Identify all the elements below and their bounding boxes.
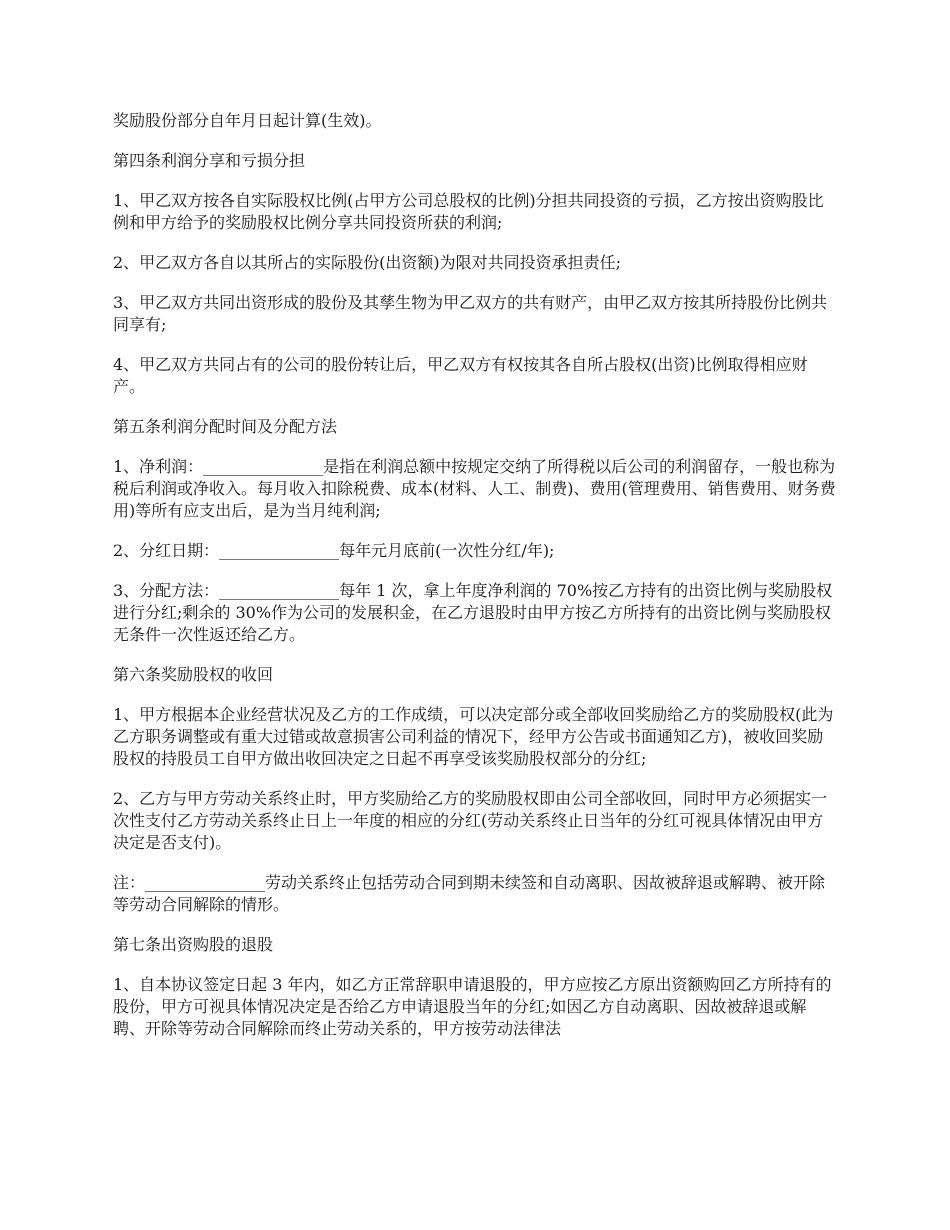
document-body [113, 110, 838, 1058]
paragraph: 3、分配方法：_______________每年 1 次，拿上年度净利润的 70%按乙方持有的出资比例与奖励股权进行分红;剩余的 30%作为公司的发展积金，在乙方退股时由甲方按乙方所持有的出资比例与奖励股权无条件一次性返还给乙方。 [113, 581, 833, 644]
article-heading: 第六条奖励股权的收回 [113, 665, 274, 684]
article-heading: 第七条出资购股的退股 [113, 935, 274, 954]
paragraph: 2、甲乙双方各自以其所占的实际股份(出资额)为限对共同投资承担责任; [113, 253, 622, 272]
paragraph: 4、甲乙双方共同占有的公司的股份转让后，甲乙双方有权按其各自所占股权(出资)比例取得相应财产。 [113, 355, 808, 396]
paragraph: 3、甲乙双方共同出资形成的股份及其孳生物为甲乙双方的共有财产，由甲乙双方按其所持股份比例共同享有; [113, 293, 828, 334]
article-heading: 第四条利润分享和亏损分担 [113, 151, 306, 170]
paragraph: 1、自本协议签定日起 3 年内，如乙方正常辞职申请退股的，甲方应按乙方原出资额购回乙方所持有的股份，甲方可视具体情况决定是否给乙方申请退股当年的分红;如因乙方自动离职、因故被辞退或解聘、开除等劳动合同解除而终止劳动关系的，甲方按劳动法律法 [113, 975, 832, 1038]
paragraph: 1、净利润：_______________是指在利润总额中按规定交纳了所得税以后公司的利润留存，一般也称为税后利润或净收入。每月收入扣除税费、成本(材料、人工、制费)、费用(管理费用、销售费用、财务费用)等所有应支出后，是为当月纯利润; [113, 457, 836, 520]
paragraph: 注：_______________劳动关系终止包括劳动合同到期未续签和自动离职、因故被辞退或解聘、被开除等劳动合同解除的情形。 [113, 873, 826, 914]
paragraph: 2、分红日期：_______________每年元月底前(一次性分红/年); [113, 541, 555, 560]
article-heading: 第五条利润分配时间及分配方法 [113, 417, 338, 436]
paragraph: 1、甲方根据本企业经营状况及乙方的工作成绩，可以决定部分或全部收回奖励给乙方的奖励股权(此为乙方职务调整或有重大过错或故意损害公司利益的情况下，经甲方公告或书面通知乙方)，被收回奖励股权的持股员工自甲方做出收回决定之日起不再享受该奖励股权部分的分红; [113, 705, 834, 768]
paragraph: 1、甲乙双方按各自实际股权比例(占甲方公司总股权的比例)分担共同投资的亏损，乙方按出资购股比例和甲方给予的奖励股权比例分享共同投资所获的利润; [113, 191, 824, 232]
paragraph: 2、乙方与甲方劳动关系终止时，甲方奖励给乙方的奖励股权即由公司全部收回，同时甲方必须据实一次性支付乙方劳动关系终止日上一年度的相应的分红(劳动关系终止日当年的分红可视具体情况由甲方决定是否支付)。 [113, 789, 828, 852]
paragraph: 奖励股份部分自年月日起计算(生效)。 [113, 111, 382, 130]
